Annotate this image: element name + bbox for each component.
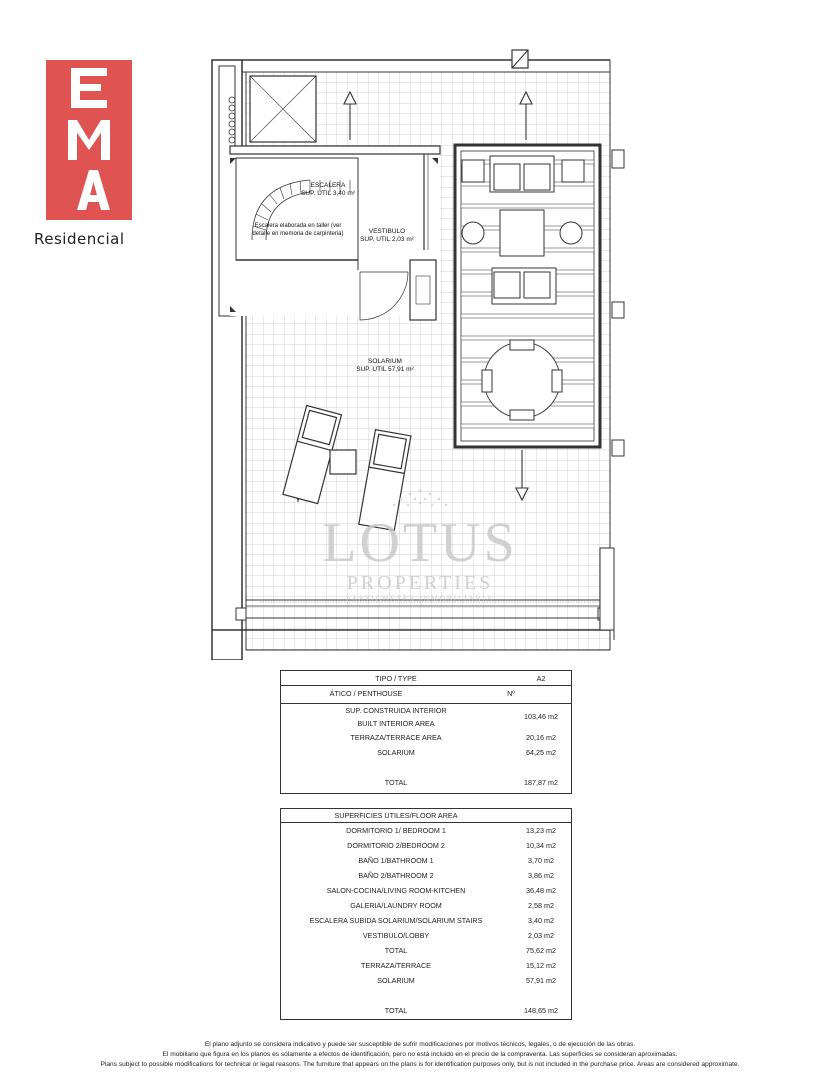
type-subheader-value: Nº <box>507 689 515 698</box>
table-row <box>281 958 571 973</box>
floor-plan <box>200 40 840 660</box>
table-row <box>281 973 571 1003</box>
floor-row-value: 13,23 m2 <box>526 826 556 835</box>
type-total-value: 187,87 m2 <box>524 778 558 787</box>
floor-total-row <box>281 1003 571 1018</box>
type-header-row <box>281 671 571 686</box>
floor-row-value: 10,34 m2 <box>526 841 556 850</box>
floor-row-label: ESCALERA SUBIDA SOLARIUM/SOLARIUM STAIRS <box>309 916 483 925</box>
stairs-area: SUP. UTIL 3,40 m² <box>301 190 355 197</box>
floor-row-value: 2,58 m2 <box>528 901 554 910</box>
floor-header: SUPERFICIES UTILES/FLOOR AREA <box>334 811 458 820</box>
watermark-small: FASTIGHETER INMOBILIARIA <box>346 594 494 603</box>
floor-row-label: BAÑO 2/BATHROOM 2 <box>358 871 434 880</box>
table-row <box>281 823 571 838</box>
solarium-area: SUP. UTIL 57,91 m² <box>356 366 414 373</box>
table-row <box>281 913 571 928</box>
stairs-note: Escalera elaborada en taller (ver detalle en memoria de carpinteria) <box>252 223 344 237</box>
floor-row-value: 36,48 m2 <box>526 886 556 895</box>
table-row <box>281 928 571 943</box>
table-row <box>281 898 571 913</box>
table-row <box>281 712 571 730</box>
type-header-label: TIPO / TYPE <box>375 674 417 683</box>
type-subheader-label: ÁTICO / PENTHOUSE <box>329 689 403 698</box>
floor-row-label: TERRAZA/TERRACE <box>361 961 431 970</box>
floor-row-value: 57,91 m2 <box>526 976 556 985</box>
floor-row-label: DORMITORIO 1/ BEDROOM 1 <box>346 826 446 835</box>
floor-total-label: TOTAL <box>384 1006 408 1015</box>
lobby-name: VESTIBULO <box>368 228 406 235</box>
disclaimer-line-2: El mobiliario que figura en los planos es sólamente a efectos de identificación, pero no está incluido en el precio de la compraventa. Las superficies se consideran aproximadas. <box>162 1051 678 1058</box>
table-row <box>281 853 571 868</box>
type-row-label: SUP. CONSTRUIDA INTERIOR <box>345 706 447 715</box>
type-subheader-row <box>281 686 571 704</box>
watermark-sub: PROPERTIES <box>346 572 494 594</box>
table-row <box>281 883 571 898</box>
type-total-label: TOTAL <box>384 778 408 787</box>
stairs-label <box>300 182 356 198</box>
table-row <box>281 943 571 958</box>
table-row <box>281 745 571 775</box>
type-row-value: 64,25 m2 <box>526 748 556 757</box>
lobby-area: SUP. UTIL 2,03 m² <box>360 236 414 243</box>
floor-row-label: SALON-COCINA/LIVING ROOM-KITCHEN <box>326 886 466 895</box>
floor-row-value: 15,12 m2 <box>526 961 556 970</box>
watermark-main: LOTUS <box>322 512 518 574</box>
floor-area-table <box>280 808 572 1020</box>
disclaimer <box>0 1040 840 1070</box>
disclaimer-line-3: Plans subject to possible modifications for technical or legal reasons. The furniture that appears on the plans is for identification purposes only, but is not included in the purchase price. Areas are considered approximate. <box>100 1061 740 1068</box>
disclaimer-line-1: El plano adjunto se considera indicativo y puede ser susceptible de sufrir modificaciones por motivos técnicos, legales, o de ejecución de las obras. <box>204 1041 636 1048</box>
floor-row-value: 3,70 m2 <box>528 856 554 865</box>
floor-total-value: 148,65 m2 <box>524 1006 558 1015</box>
floor-row-label: GALERIA/LAUNDRY ROOM <box>350 901 442 910</box>
floor-row-label: BAÑO 1/BATHROOM 1 <box>358 856 434 865</box>
logo-letters-graphic <box>46 60 132 220</box>
type-row-value: 103,46 m2 <box>524 712 558 721</box>
solarium-name: SOLARIUM <box>368 358 402 365</box>
brand-name: Residencial <box>34 230 125 248</box>
type-row-value: 20,16 m2 <box>526 733 556 742</box>
floor-row-label: VESTIBULO/LOBBY <box>362 931 430 940</box>
table-row <box>281 838 571 853</box>
table-row <box>281 868 571 883</box>
stairs-name: ESCALERA <box>310 182 346 189</box>
type-total-row <box>281 775 571 790</box>
table-row <box>281 730 571 745</box>
type-row-label: BUILT INTERIOR AREA <box>357 719 435 728</box>
floor-row-value: 2,03 m2 <box>528 931 554 940</box>
floor-row-value: 75,62 m2 <box>526 946 556 955</box>
floor-row-value: 3,40 m2 <box>528 916 554 925</box>
type-table <box>280 670 572 794</box>
type-header-value: A2 <box>536 674 546 683</box>
floor-plan-drawing <box>200 40 840 660</box>
lobby-label <box>358 228 416 244</box>
type-row-label: TERRAZA/TERRACE AREA <box>350 733 442 742</box>
floor-header-row <box>281 809 571 823</box>
floor-row-label: SOLARIUM <box>377 976 415 985</box>
floor-row-label: TOTAL <box>384 946 408 955</box>
logo-badge <box>46 60 132 220</box>
type-row-label: SOLARIUM <box>377 748 415 757</box>
floor-row-value: 3,86 m2 <box>528 871 554 880</box>
brand-logo <box>34 60 154 250</box>
solarium-label <box>344 358 426 374</box>
floor-row-label: DORMITORIO 2/BEDROOM 2 <box>347 841 445 850</box>
